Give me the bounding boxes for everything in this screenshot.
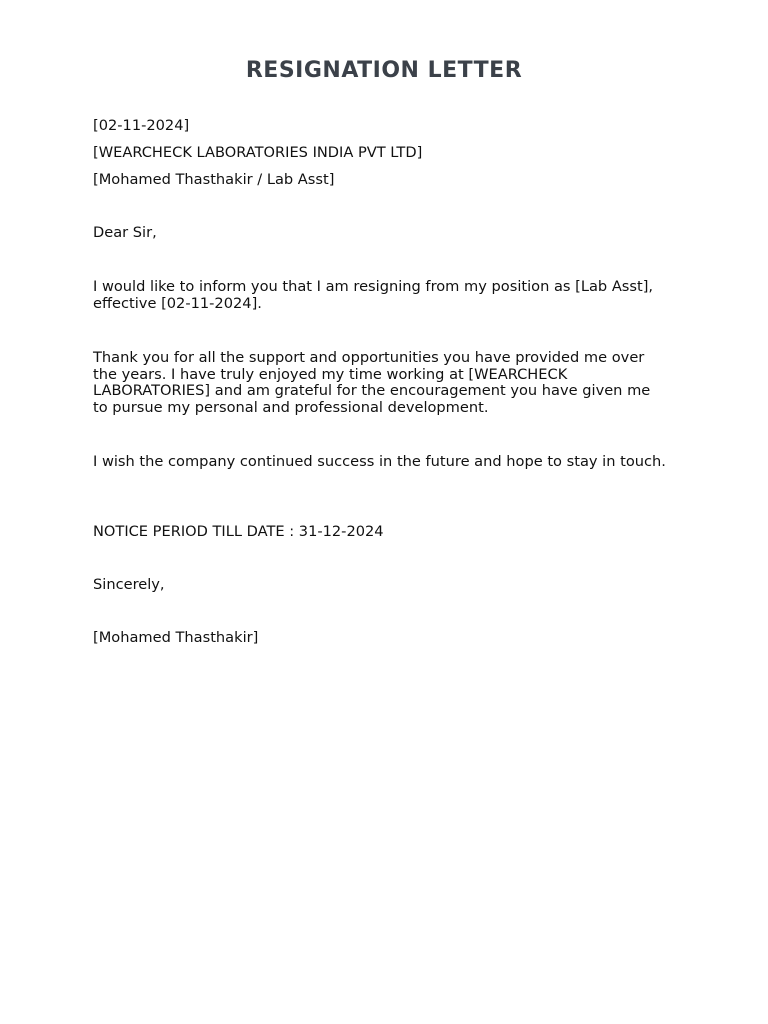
- company-name: [WEARCHECK LABORATORIES INDIA PVT LTD]: [93, 144, 423, 161]
- letter-date: [02-11-2024]: [93, 117, 190, 134]
- paragraph-resignation: I would like to inform you that I am resigning from my position as [Lab Asst], effective [02-11-2024].: [93, 278, 654, 312]
- paragraph-thanks: Thank you for all the support and opportunities you have provided me over the years. I have truly enjoyed my time working at [WEARCHECK LABORATORIES] and am grateful for the encouragement you have given me to pursue my personal and professional development.: [93, 349, 651, 416]
- signature: [Mohamed Thasthakir]: [93, 629, 259, 646]
- letter-title: RESIGNATION LETTER: [245, 58, 523, 83]
- closing: Sincerely,: [93, 576, 165, 593]
- sender-line: [Mohamed Thasthakir / Lab Asst]: [93, 171, 335, 188]
- salutation: Dear Sir,: [93, 224, 157, 241]
- notice-period: NOTICE PERIOD TILL DATE : 31-12-2024: [93, 523, 384, 540]
- paragraph-wishes: I wish the company continued success in the future and hope to stay in touch.: [93, 453, 666, 470]
